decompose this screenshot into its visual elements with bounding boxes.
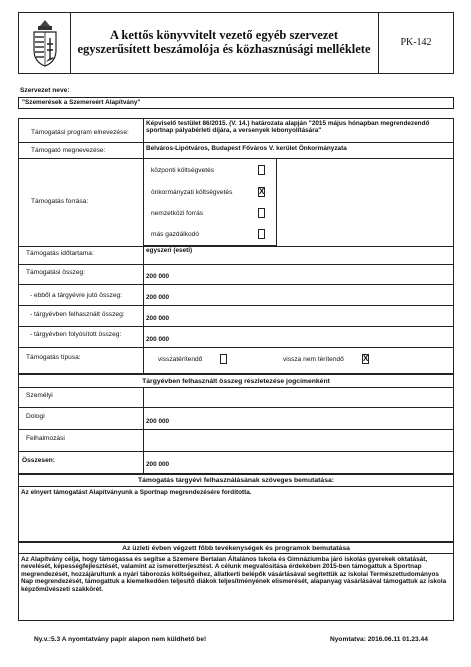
grantor-label: Támogató megnevezése: [31,147,106,154]
coat-of-arms-icon [30,18,60,68]
type-nonrefundable-checkbox[interactable]: X [363,354,369,363]
year-part-label: - ebből a tárgyévre jutó összeg: [30,292,122,299]
footer-note: Ny.v.:5.3 A nyomtatvány papír alapon nem küldhető be! [34,636,207,643]
row-sep [18,553,454,554]
source-label: Támogatás forrása: [31,198,89,205]
title-line-2: egyszerűsített beszámolója és közhasznúsági melléklete [77,42,371,56]
usage-text: Az elnyert támogatást Alapítványunk a Sportnap megrendezésére fordította. [21,489,252,496]
year-part-value: 200 000 [146,294,170,301]
row-sep [18,429,454,430]
used-value: 200 000 [146,315,170,322]
source-international-checkbox[interactable] [258,208,265,218]
paid-value: 200 000 [146,336,170,343]
type-refundable-checkbox[interactable] [220,354,227,364]
row-sep [18,387,454,388]
breakdown-row-personal: Személyi [26,392,53,399]
row-sep [18,305,454,306]
usage-heading: Támogatás tárgyévi felhasználásának szöveges bemutatása: [137,477,335,484]
activities-heading: Az üzleti évben végzett főbb tevékenységek és programok bemutatása [122,545,350,552]
source-option-international: nemzetközi forrás [151,210,204,217]
row-sep [18,284,454,285]
title-line-1: A kettős könyvvitelt vezető egyéb szervezet [109,28,339,42]
row-sep [18,326,454,327]
page-title [72,28,376,56]
program-label: Támogatási program elnevezése: [31,129,129,136]
source-option-municipal: önkormányzati költségvetés [151,189,233,196]
org-name-label: Szervezet neve: [20,87,70,94]
breakdown-row-material: Dologi [26,413,45,420]
breakdown-divider [143,387,144,474]
header-divider-left [70,12,71,74]
breakdown-total-value: 200 000 [146,461,170,468]
org-name-value: "Szemerések a Szemereért Alapítvány" [22,99,141,106]
row-sep [18,264,454,265]
footer-print-date: Nyomtatva: 2016.06.11 01.23.44 [330,636,428,643]
row-sep [18,246,454,247]
breakdown-total-label: Összesen: [22,457,55,464]
amount-label: Támogatási összeg: [26,269,86,276]
source-municipal-checkbox[interactable]: X [259,187,265,196]
breakdown-section [18,374,454,474]
header-divider-right [378,12,379,74]
breakdown-heading: Tárgyévben felhasznált összeg részletezése jogcímenként [142,378,330,385]
row-sep [18,347,454,348]
program-value: Képviselő testület 86/2015. (V. 14.) határozata alapján "2015 május hónapban megrendezendő sportnap pályabérleti díjára, a versenyek lebonyolítására" [146,120,430,135]
source-central-checkbox[interactable] [258,165,265,175]
paid-label: - tárgyévben folyósított összeg: [30,331,122,338]
source-option-central: központi költségvetés [151,167,215,174]
breakdown-value-material: 200 000 [146,418,170,425]
used-label: - tárgyévben felhasznált összeg: [30,311,125,318]
source-other-checkbox[interactable] [258,229,265,239]
type-label: Támogatás típusa: [26,354,81,361]
duration-label: Támogatás időtartama: [26,250,94,257]
usage-section [18,474,454,542]
grantor-value: Belváros-Lipótváros, Budapest Főváros V. kerület Önkormányzata [146,145,347,152]
type-refundable-label: visszatérítendő [158,356,203,363]
amount-value: 200 000 [146,273,170,280]
row-sep [18,486,454,487]
row-sep [18,407,454,408]
duration-value: egyszeri (eseti) [146,247,193,254]
breakdown-row-capital: Felhalmozási [26,435,65,442]
type-nonrefundable-label: vissza nem térítendő [283,356,344,363]
row-sep [18,451,454,452]
form-code: PK-142 [400,37,432,48]
activities-text: Az Alapítvány célja, hogy támogassa és segítse a Szemere Bertalan Általános Iskola és Gimnáziumba járó iskolás gyerekek oktatását, nevelését, képességfejlesztését, valamint az ismeretterjesztést. A célunk megvalósítása érdekében 2015-ben támogattuk a Sportnap megrendezését, hozzájárultunk a nyári táborozás költségeihez, állatkerti belépők vásárlásával segítettük az iskolai Természettudományos Nap megrendezését, támogattuk a kiemelkedően teljesítő diákok teljesítményének elismerését, alapanyag vásárlásával támogattuk az iskola képzőművészeti szakkörét. [21,556,447,593]
source-option-other: más gazdálkodó [151,231,200,238]
row-sep [18,142,454,143]
